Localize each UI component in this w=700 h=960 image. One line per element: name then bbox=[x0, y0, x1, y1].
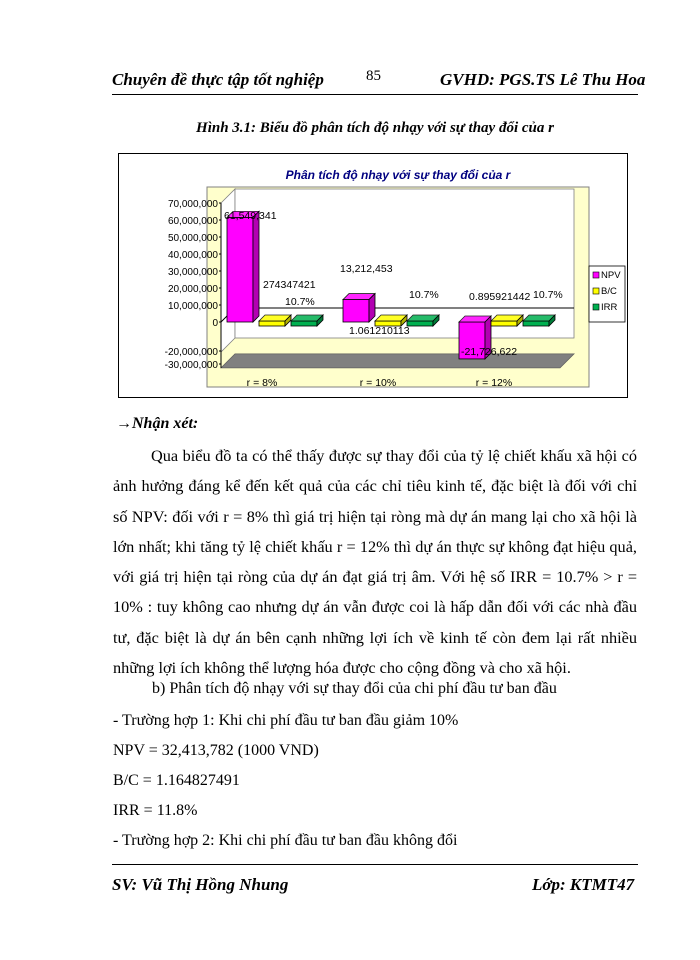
footer-class: Lớp: KTMT47 bbox=[532, 875, 635, 894]
comment-heading-text: Nhận xét: bbox=[132, 415, 199, 432]
case2-line: - Trường hợp 2: Khi chi phí đầu tư ban đầu không đổi bbox=[113, 832, 458, 849]
figure-caption: Hình 3.1: Biểu đồ phân tích độ nhạy với sự thay đổi của r bbox=[196, 120, 554, 136]
bc-bar-front bbox=[491, 321, 517, 326]
y-tick-label: 40,000,000 bbox=[167, 250, 218, 261]
data-label: 61,549,341 bbox=[224, 210, 277, 222]
irr-line: IRR = 11.8% bbox=[113, 802, 198, 819]
footer-rule bbox=[112, 864, 638, 865]
x-tick-label: r = 8% bbox=[246, 377, 278, 389]
y-tick-label: 60,000,000 bbox=[167, 216, 218, 227]
data-label: 10.7% bbox=[409, 289, 439, 301]
legend-swatch bbox=[593, 272, 599, 278]
case1-line: - Trường hợp 1: Khi chi phí đầu tư ban đầu giảm 10% bbox=[113, 712, 459, 729]
page-number: 85 bbox=[366, 68, 381, 84]
data-label: 1.061210113 bbox=[349, 325, 410, 337]
npv-bar-side bbox=[253, 211, 259, 322]
y-tick-label: 0 bbox=[212, 318, 218, 329]
x-tick-label: r = 12% bbox=[475, 377, 513, 389]
npv-bar-front bbox=[227, 217, 253, 322]
y-tick-label: 10,000,000 bbox=[167, 301, 218, 312]
legend-swatch bbox=[593, 288, 599, 294]
npv-bar-front bbox=[343, 300, 369, 322]
y-tick-label: -20,000,000 bbox=[164, 347, 218, 358]
legend-label: B/C bbox=[601, 286, 617, 297]
section-b-heading: b) Phân tích độ nhạy với sự thay đổi của chi phí đầu tư ban đầu bbox=[152, 680, 557, 697]
x-tick-label: r = 10% bbox=[359, 377, 397, 389]
data-label: 10.7% bbox=[533, 289, 563, 301]
data-label: 10.7% bbox=[285, 296, 315, 308]
y-tick-label: -30,000,000 bbox=[164, 360, 218, 371]
header-rule bbox=[112, 94, 638, 95]
npv-line: NPV = 32,413,782 (1000 VND) bbox=[113, 742, 319, 759]
data-label: 274347421 bbox=[263, 279, 316, 291]
chart-floor bbox=[221, 354, 574, 368]
irr-bar-front bbox=[291, 321, 317, 326]
bc-line: B/C = 1.164827491 bbox=[113, 772, 240, 789]
data-label: -21,726,622 bbox=[461, 346, 518, 358]
y-tick-label: 70,000,000 bbox=[167, 199, 218, 210]
legend-swatch bbox=[593, 304, 599, 310]
legend-label: NPV bbox=[601, 270, 621, 281]
irr-bar-front bbox=[407, 321, 433, 326]
chart-title: Phân tích độ nhạy với sự thay đổi của r bbox=[285, 168, 511, 182]
sensitivity-chart bbox=[118, 153, 628, 398]
data-label: 13,212,453 bbox=[340, 263, 393, 275]
footer-student: SV: Vũ Thị Hồng Nhung bbox=[112, 875, 289, 894]
y-tick-label: 20,000,000 bbox=[167, 284, 218, 295]
irr-bar-front bbox=[523, 321, 549, 326]
data-label: 0.895921442 bbox=[469, 291, 531, 303]
bc-bar-front bbox=[259, 321, 285, 326]
y-tick-label: 50,000,000 bbox=[167, 233, 218, 244]
header-doc-title: Chuyên đề thực tập tốt nghiệp bbox=[112, 70, 324, 89]
arrow-icon: → bbox=[116, 415, 132, 432]
header-advisor: GVHD: PGS.TS Lê Thu Hoa bbox=[440, 70, 646, 89]
comment-heading bbox=[116, 415, 198, 433]
analysis-paragraph: Qua biểu đồ ta có thể thấy được sự thay đổi của tỷ lệ chiết khấu xã hội có ảnh hưởng đáng kể đến kết quả của các chỉ tiêu kinh tế, đặc biệt là đối với chỉ số NPV: đối với r = 8% thì giá trị hiện tại ròng mà dự án mang lại cho xã hội là lớn nhất; khi tăng tỷ lệ chiết khấu r = 12% thì dự án thực sự không đạt hiệu quả, với giá trị hiện tại ròng của dự án đạt giá trị âm. Với hệ số IRR = 10.7% > r = 10% : tuy không cao nhưng dự án vẫn được coi là hấp dẫn đối với các nhà đầu tư, đặc biệt là dự án bên cạnh những lợi ích về kinh tế còn đem lại rất nhiều những lợi ích không thể lượng hóa được cho cộng đồng và cho xã hội. bbox=[113, 446, 637, 678]
legend-label: IRR bbox=[601, 302, 618, 313]
chart-svg bbox=[119, 154, 629, 399]
y-tick-label: 30,000,000 bbox=[167, 267, 218, 278]
